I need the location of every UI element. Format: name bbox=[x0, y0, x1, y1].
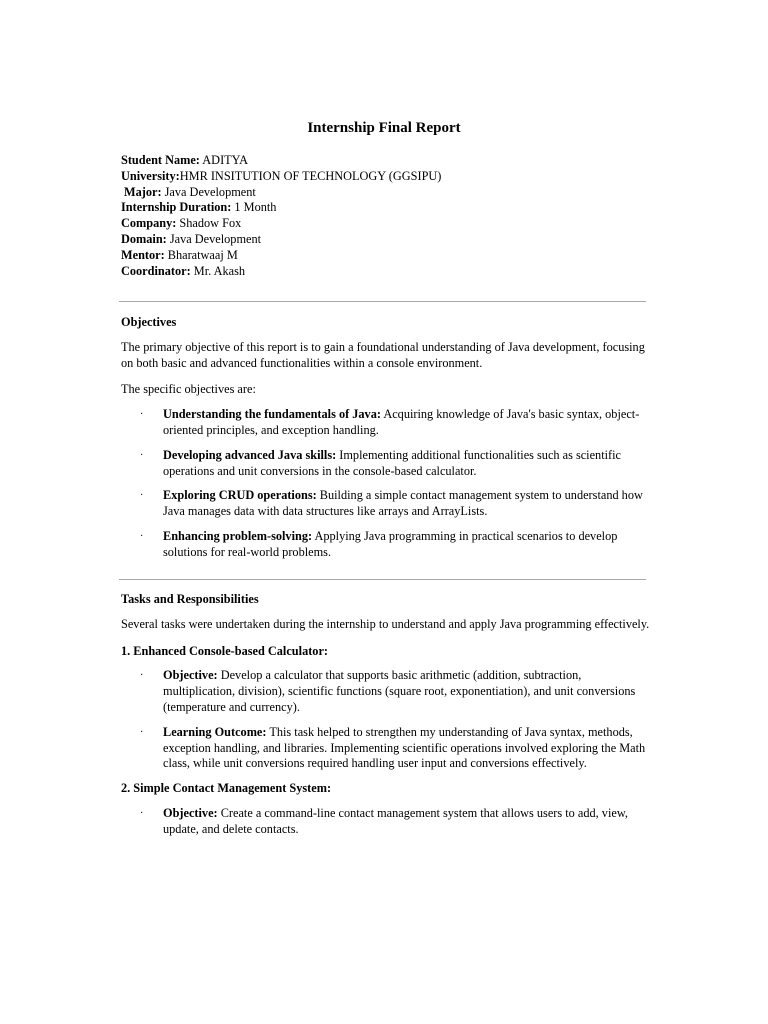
tasks-section bbox=[121, 592, 651, 847]
info-university: University:HMR INSITUTION OF TECHNOLOGY (GGSIPU) bbox=[121, 168, 442, 183]
objectives-heading: Objectives bbox=[121, 315, 177, 329]
list-item: · Developing advanced Java skills: Implementing additional functionalities such as scientific operations and unit conversions in the console-based calculator. bbox=[140, 447, 622, 478]
bullet-icon: · bbox=[140, 409, 144, 421]
report-title: Internship Final Report bbox=[307, 120, 461, 136]
bullet-icon: · bbox=[140, 670, 144, 682]
list-item: · Exploring CRUD operations: Building a simple contact management system to understand how Java manages data with data structures like arrays and ArrayLists. bbox=[140, 488, 643, 519]
task1-list bbox=[121, 668, 651, 772]
bullet-icon: · bbox=[140, 807, 144, 819]
bullet-icon: · bbox=[140, 530, 144, 542]
info-company: Company: Shadow Fox bbox=[121, 216, 242, 231]
objectives-list-intro: The specific objectives are: bbox=[121, 382, 256, 397]
objectives-list bbox=[121, 407, 651, 560]
bullet-icon: · bbox=[140, 449, 144, 461]
info-coordinator: Coordinator: Mr. Akash bbox=[121, 263, 246, 278]
info-domain: Domain: Java Development bbox=[121, 231, 262, 246]
task2-list bbox=[121, 806, 651, 838]
student-info-block bbox=[121, 153, 441, 279]
list-item: · Understanding the fundamentals of Java: Acquiring knowledge of Java's basic syntax, object-oriented principles, and exception handling. bbox=[140, 407, 640, 437]
section-divider bbox=[119, 301, 646, 302]
tasks-heading: Tasks and Responsibilities bbox=[121, 592, 259, 606]
list-item: · Enhancing problem-solving: Applying Java programming in practical scenarios to develop solutions for real-world problems. bbox=[140, 528, 618, 559]
objectives-section bbox=[121, 315, 651, 570]
task2-heading: 2. Simple Contact Management System: bbox=[121, 781, 332, 796]
list-item: · Learning Outcome: This task helped to strengthen my understanding of Java syntax, methods, exception handling, and libraries. Implementing scientific operations involved exploring the Math class, while unit conversions required handling user input and conversions effectively. bbox=[140, 724, 646, 771]
bullet-icon: · bbox=[140, 490, 144, 502]
list-item: · Objective: Create a command-line contact management system that allows users to add, view, update, and delete contacts. bbox=[140, 805, 628, 836]
task1-heading: 1. Enhanced Console-based Calculator: bbox=[121, 643, 329, 658]
tasks-intro: Several tasks were undertaken during the internship to understand and apply Java programming effectively. bbox=[121, 616, 650, 631]
list-item: · Objective: Develop a calculator that supports basic arithmetic (addition, subtraction, multiplication, division), scientific functions (square root, exponentiation), and unit conversions (temperature and currency). bbox=[140, 668, 636, 714]
bullet-icon: · bbox=[140, 726, 144, 738]
objectives-intro: The primary objective of this report is to gain a foundational understanding of Java development, focusing on both basic and advanced functionalities within a console environment. bbox=[121, 339, 645, 370]
section-divider bbox=[119, 579, 646, 580]
info-internship-duration: Internship Duration: 1 Month bbox=[121, 200, 277, 215]
info-mentor: Mentor: Bharatwaaj M bbox=[121, 247, 238, 262]
info-student-name: Student Name: ADITYA bbox=[121, 153, 249, 167]
info-major: Major: Java Development bbox=[124, 184, 256, 199]
